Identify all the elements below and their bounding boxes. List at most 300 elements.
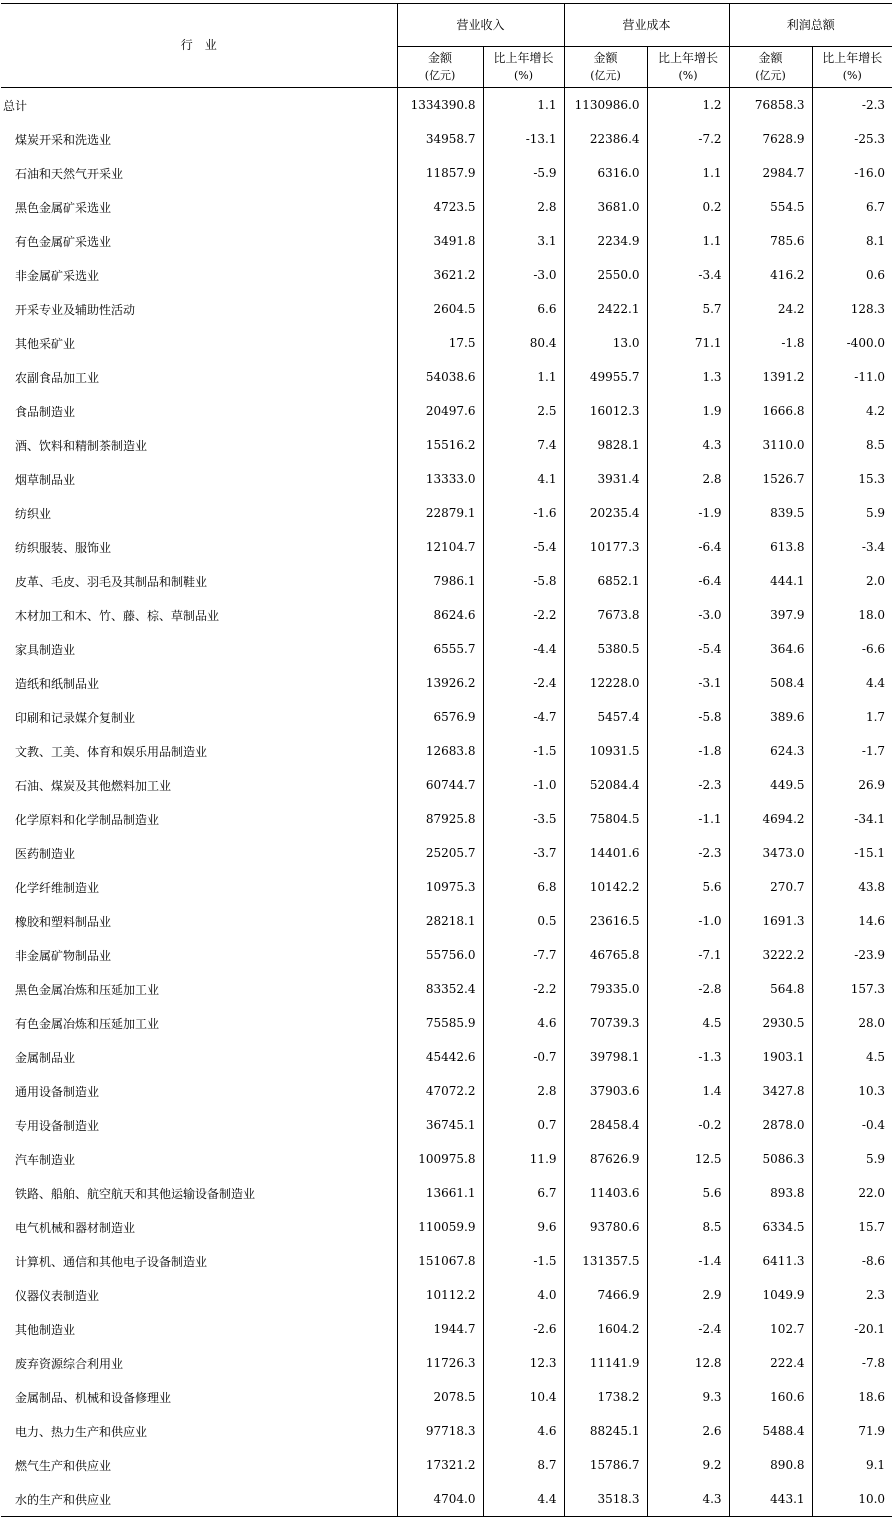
- profit-growth-cell: 4.2: [812, 394, 892, 428]
- profit-amount-cell: 3110.0: [729, 428, 812, 462]
- profit-amount-cell: 554.5: [729, 190, 812, 224]
- profit-growth-cell: -8.6: [812, 1244, 892, 1278]
- table-row: [1, 802, 892, 836]
- industry-cell: 食品制造业: [15, 404, 76, 419]
- industry-cell: 皮革、毛皮、羽毛及其制品和制鞋业: [15, 574, 208, 589]
- cost-growth-cell: 1.2: [647, 88, 729, 123]
- revenue-amount-cell: 10975.3: [397, 870, 483, 904]
- cost-growth-cell: -3.1: [647, 666, 729, 700]
- cost-amount-cell: 7673.8: [564, 598, 647, 632]
- revenue-growth-cell: 0.5: [483, 904, 564, 938]
- cost-amount-cell: 7466.9: [564, 1278, 647, 1312]
- table-row: [1, 496, 892, 530]
- table-row: [1, 1448, 892, 1482]
- profit-amount-cell: 76858.3: [729, 88, 812, 123]
- revenue-growth-cell: -1.6: [483, 496, 564, 530]
- revenue-growth-cell: 0.7: [483, 1108, 564, 1142]
- industry-cell: 燃气生产和供应业: [15, 1458, 112, 1473]
- industry-cell: 非金属矿物制品业: [15, 948, 112, 963]
- revenue-growth-cell: -5.8: [483, 564, 564, 598]
- industry-cell: 其他采矿业: [15, 336, 76, 351]
- cost-growth-cell: -1.3: [647, 1040, 729, 1074]
- revenue-growth-cell: 8.7: [483, 1448, 564, 1482]
- profit-growth-cell: 128.3: [812, 292, 892, 326]
- cost-growth-cell: 5.7: [647, 292, 729, 326]
- revenue-amount-cell: 2604.5: [397, 292, 483, 326]
- cost-growth-cell: -2.4: [647, 1312, 729, 1346]
- table-row: [1, 1414, 892, 1448]
- revenue-amount-cell: 2078.5: [397, 1380, 483, 1414]
- cost-growth-cell: -1.9: [647, 496, 729, 530]
- profit-amount-cell: 389.6: [729, 700, 812, 734]
- table-row: [1, 632, 892, 666]
- profit-growth-cell: 18.6: [812, 1380, 892, 1414]
- revenue-amount-cell: 7986.1: [397, 564, 483, 598]
- cost-amount-cell: 3931.4: [564, 462, 647, 496]
- cost-growth-cell: -5.4: [647, 632, 729, 666]
- industry-cell: 开采专业及辅助性活动: [15, 302, 136, 317]
- revenue-group-header: 营业收入: [397, 4, 564, 47]
- profit-growth-cell: 26.9: [812, 768, 892, 802]
- revenue-amount-cell: 45442.6: [397, 1040, 483, 1074]
- amount-label: 金额: [427, 51, 452, 65]
- revenue-growth-cell: 6.7: [483, 1176, 564, 1210]
- profit-growth-cell: 2.3: [812, 1278, 892, 1312]
- cost-growth-cell: 12.5: [647, 1142, 729, 1176]
- revenue-growth-cell: 11.9: [483, 1142, 564, 1176]
- table-row: [1, 1006, 892, 1040]
- profit-amount-cell: 6334.5: [729, 1210, 812, 1244]
- growth-label: 比上年增长: [493, 51, 554, 65]
- cost-growth-cell: 8.5: [647, 1210, 729, 1244]
- cost-amount-cell: 13.0: [564, 326, 647, 360]
- revenue-amount-cell: 28218.1: [397, 904, 483, 938]
- table-row: [1, 1040, 892, 1074]
- revenue-amount-cell: 10112.2: [397, 1278, 483, 1312]
- profit-amount-cell: 893.8: [729, 1176, 812, 1210]
- revenue-growth-cell: 4.6: [483, 1414, 564, 1448]
- profit-growth-cell: 43.8: [812, 870, 892, 904]
- profit-amount-cell: 364.6: [729, 632, 812, 666]
- cost-growth-header: [647, 47, 729, 88]
- profit-growth-cell: 14.6: [812, 904, 892, 938]
- industry-cell: 其他制造业: [15, 1322, 76, 1337]
- table-row: [1, 700, 892, 734]
- table-row: [1, 190, 892, 224]
- cost-growth-cell: -5.8: [647, 700, 729, 734]
- growth-unit: (%): [513, 69, 534, 82]
- profit-amount-cell: 3222.2: [729, 938, 812, 972]
- revenue-growth-cell: -4.4: [483, 632, 564, 666]
- cost-amount-cell: 9828.1: [564, 428, 647, 462]
- revenue-growth-cell: 80.4: [483, 326, 564, 360]
- profit-growth-header: [812, 47, 892, 88]
- cost-growth-cell: -1.0: [647, 904, 729, 938]
- industry-cell: 金属制品、机械和设备修理业: [15, 1390, 172, 1405]
- industry-cell: 黑色金属冶炼和压延加工业: [15, 982, 160, 997]
- profit-amount-cell: 4694.2: [729, 802, 812, 836]
- industry-cell: 文教、工美、体育和娱乐用品制造业: [15, 744, 208, 759]
- industry-cell: 仪器仪表制造业: [15, 1288, 100, 1303]
- cost-growth-cell: 4.3: [647, 428, 729, 462]
- cost-amount-cell: 49955.7: [564, 360, 647, 394]
- cost-amount-cell: 20235.4: [564, 496, 647, 530]
- revenue-amount-cell: 13333.0: [397, 462, 483, 496]
- profit-growth-cell: -15.1: [812, 836, 892, 870]
- revenue-amount-cell: 97718.3: [397, 1414, 483, 1448]
- profit-growth-cell: 15.3: [812, 462, 892, 496]
- profit-amount-cell: 1391.2: [729, 360, 812, 394]
- cost-amount-cell: 79335.0: [564, 972, 647, 1006]
- amount-unit: (亿元): [590, 69, 621, 82]
- cost-growth-cell: -1.8: [647, 734, 729, 768]
- revenue-amount-cell: 151067.8: [397, 1244, 483, 1278]
- profit-amount-cell: 270.7: [729, 870, 812, 904]
- profit-growth-cell: 10.0: [812, 1482, 892, 1517]
- table-row: [1, 428, 892, 462]
- table-row: [1, 258, 892, 292]
- profit-amount-cell: 1691.3: [729, 904, 812, 938]
- revenue-growth-cell: 6.6: [483, 292, 564, 326]
- profit-growth-cell: 4.5: [812, 1040, 892, 1074]
- revenue-amount-cell: 47072.2: [397, 1074, 483, 1108]
- revenue-amount-header: [397, 47, 483, 88]
- cost-growth-cell: 2.6: [647, 1414, 729, 1448]
- table-row: [1, 1312, 892, 1346]
- profit-growth-cell: 8.5: [812, 428, 892, 462]
- cost-amount-cell: 12228.0: [564, 666, 647, 700]
- table-row: [1, 1108, 892, 1142]
- cost-growth-cell: -6.4: [647, 564, 729, 598]
- profit-growth-cell: -1.7: [812, 734, 892, 768]
- profit-amount-cell: 3473.0: [729, 836, 812, 870]
- cost-amount-cell: 1738.2: [564, 1380, 647, 1414]
- profit-growth-cell: 71.9: [812, 1414, 892, 1448]
- table-row: [1, 904, 892, 938]
- table-row: [1, 1380, 892, 1414]
- profit-amount-cell: 1903.1: [729, 1040, 812, 1074]
- revenue-growth-cell: 2.8: [483, 190, 564, 224]
- profit-growth-cell: 10.3: [812, 1074, 892, 1108]
- revenue-amount-cell: 55756.0: [397, 938, 483, 972]
- industry-cell: 印刷和记录媒介复制业: [15, 710, 136, 725]
- cost-amount-cell: 1130986.0: [564, 88, 647, 123]
- cost-amount-cell: 10177.3: [564, 530, 647, 564]
- cost-growth-cell: 1.3: [647, 360, 729, 394]
- amount-label: 金额: [593, 51, 618, 65]
- cost-amount-cell: 22386.4: [564, 122, 647, 156]
- revenue-growth-cell: -2.4: [483, 666, 564, 700]
- profit-amount-cell: 449.5: [729, 768, 812, 802]
- profit-growth-cell: 4.4: [812, 666, 892, 700]
- cost-growth-cell: 9.3: [647, 1380, 729, 1414]
- industry-cell: 铁路、船舶、航空航天和其他运输设备制造业: [15, 1186, 256, 1201]
- cost-growth-cell: 2.8: [647, 462, 729, 496]
- revenue-growth-cell: 1.1: [483, 88, 564, 123]
- revenue-amount-cell: 60744.7: [397, 768, 483, 802]
- revenue-amount-cell: 11726.3: [397, 1346, 483, 1380]
- profit-growth-cell: 5.9: [812, 496, 892, 530]
- profit-growth-cell: 28.0: [812, 1006, 892, 1040]
- profit-growth-cell: 157.3: [812, 972, 892, 1006]
- cost-amount-cell: 37903.6: [564, 1074, 647, 1108]
- table-row: [1, 768, 892, 802]
- industry-financials-table: [1, 3, 892, 1517]
- revenue-growth-cell: -1.5: [483, 734, 564, 768]
- industry-cell: 有色金属矿采选业: [15, 234, 112, 249]
- table-row: [1, 1278, 892, 1312]
- industry-cell: 电气机械和器材制造业: [15, 1220, 136, 1235]
- cost-growth-cell: -3.0: [647, 598, 729, 632]
- cost-amount-cell: 6852.1: [564, 564, 647, 598]
- profit-amount-cell: 2930.5: [729, 1006, 812, 1040]
- table-row: [1, 360, 892, 394]
- revenue-amount-cell: 34958.7: [397, 122, 483, 156]
- profit-growth-cell: -34.1: [812, 802, 892, 836]
- profit-amount-cell: 3427.8: [729, 1074, 812, 1108]
- cost-growth-cell: 5.6: [647, 1176, 729, 1210]
- industry-cell: 家具制造业: [15, 642, 76, 657]
- cost-growth-cell: -0.2: [647, 1108, 729, 1142]
- cost-amount-cell: 75804.5: [564, 802, 647, 836]
- table-row: [1, 1210, 892, 1244]
- table-row: [1, 1074, 892, 1108]
- cost-amount-cell: 16012.3: [564, 394, 647, 428]
- profit-growth-cell: 2.0: [812, 564, 892, 598]
- revenue-amount-cell: 4704.0: [397, 1482, 483, 1517]
- revenue-growth-cell: 1.1: [483, 360, 564, 394]
- revenue-growth-cell: -3.7: [483, 836, 564, 870]
- revenue-growth-cell: -7.7: [483, 938, 564, 972]
- revenue-amount-cell: 75585.9: [397, 1006, 483, 1040]
- cost-growth-cell: 9.2: [647, 1448, 729, 1482]
- cost-amount-cell: 88245.1: [564, 1414, 647, 1448]
- table-header: [1, 4, 892, 88]
- growth-label: 比上年增长: [658, 51, 719, 65]
- revenue-amount-cell: 25205.7: [397, 836, 483, 870]
- industry-cell: 医药制造业: [15, 846, 76, 861]
- revenue-amount-cell: 100975.8: [397, 1142, 483, 1176]
- revenue-growth-cell: -3.0: [483, 258, 564, 292]
- cost-amount-cell: 3518.3: [564, 1482, 647, 1517]
- revenue-growth-cell: 10.4: [483, 1380, 564, 1414]
- industry-column-header: 行 业: [1, 4, 397, 88]
- revenue-growth-cell: -5.4: [483, 530, 564, 564]
- profit-amount-cell: 564.8: [729, 972, 812, 1006]
- industry-cell: 农副食品加工业: [15, 370, 100, 385]
- cost-amount-cell: 70739.3: [564, 1006, 647, 1040]
- revenue-growth-cell: 12.3: [483, 1346, 564, 1380]
- revenue-growth-cell: 4.1: [483, 462, 564, 496]
- profit-amount-cell: 24.2: [729, 292, 812, 326]
- industry-cell: 纺织服装、服饰业: [15, 540, 112, 555]
- cost-amount-cell: 87626.9: [564, 1142, 647, 1176]
- total-row: [1, 88, 892, 123]
- revenue-growth-cell: -13.1: [483, 122, 564, 156]
- cost-amount-cell: 6316.0: [564, 156, 647, 190]
- industry-cell: 计算机、通信和其他电子设备制造业: [15, 1254, 208, 1269]
- profit-growth-cell: -23.9: [812, 938, 892, 972]
- table-row: [1, 598, 892, 632]
- cost-growth-cell: 1.1: [647, 224, 729, 258]
- profit-amount-cell: 785.6: [729, 224, 812, 258]
- profit-amount-cell: 5086.3: [729, 1142, 812, 1176]
- revenue-amount-cell: 17321.2: [397, 1448, 483, 1482]
- revenue-amount-cell: 83352.4: [397, 972, 483, 1006]
- profit-growth-cell: -7.8: [812, 1346, 892, 1380]
- table-row: [1, 462, 892, 496]
- industry-cell: 化学纤维制造业: [15, 880, 100, 895]
- revenue-amount-cell: 17.5: [397, 326, 483, 360]
- profit-growth-cell: 0.6: [812, 258, 892, 292]
- profit-growth-cell: 15.7: [812, 1210, 892, 1244]
- cost-growth-cell: 4.3: [647, 1482, 729, 1517]
- cost-growth-cell: -1.1: [647, 802, 729, 836]
- cost-amount-cell: 15786.7: [564, 1448, 647, 1482]
- amount-label: 金额: [758, 51, 783, 65]
- industry-cell: 通用设备制造业: [15, 1084, 100, 1099]
- revenue-growth-cell: -1.5: [483, 1244, 564, 1278]
- revenue-growth-cell: -2.2: [483, 972, 564, 1006]
- revenue-amount-cell: 6555.7: [397, 632, 483, 666]
- profit-growth-cell: -16.0: [812, 156, 892, 190]
- profit-growth-cell: 22.0: [812, 1176, 892, 1210]
- table-row: [1, 1346, 892, 1380]
- industry-cell: 非金属矿采选业: [15, 268, 100, 283]
- industry-cell: 木材加工和木、竹、藤、棕、草制品业: [15, 608, 220, 623]
- table-row: [1, 870, 892, 904]
- profit-growth-cell: -0.4: [812, 1108, 892, 1142]
- growth-unit: (%): [678, 69, 698, 82]
- profit-amount-cell: 416.2: [729, 258, 812, 292]
- cost-amount-cell: 11141.9: [564, 1346, 647, 1380]
- revenue-growth-cell: -4.7: [483, 700, 564, 734]
- cost-amount-cell: 10931.5: [564, 734, 647, 768]
- cost-amount-cell: 3681.0: [564, 190, 647, 224]
- profit-amount-cell: 222.4: [729, 1346, 812, 1380]
- cost-growth-cell: 4.5: [647, 1006, 729, 1040]
- industry-cell: 烟草制品业: [15, 472, 76, 487]
- industry-cell: 废弃资源综合利用业: [15, 1356, 124, 1371]
- industry-cell: 黑色金属矿采选业: [15, 200, 112, 215]
- revenue-growth-cell: 7.4: [483, 428, 564, 462]
- cost-group-header: 营业成本: [564, 4, 729, 47]
- cost-growth-cell: 71.1: [647, 326, 729, 360]
- revenue-growth-header: [483, 47, 564, 88]
- amount-unit: (亿元): [755, 69, 786, 82]
- profit-amount-cell: 5488.4: [729, 1414, 812, 1448]
- table-row: [1, 564, 892, 598]
- revenue-amount-cell: 1334390.8: [397, 88, 483, 123]
- growth-label: 比上年增长: [822, 51, 883, 65]
- revenue-amount-cell: 15516.2: [397, 428, 483, 462]
- revenue-growth-cell: -2.2: [483, 598, 564, 632]
- cost-growth-cell: 1.4: [647, 1074, 729, 1108]
- revenue-growth-cell: 6.8: [483, 870, 564, 904]
- table-row: [1, 836, 892, 870]
- revenue-amount-cell: 20497.6: [397, 394, 483, 428]
- cost-amount-cell: 131357.5: [564, 1244, 647, 1278]
- table-body: [1, 88, 892, 1517]
- cost-amount-cell: 46765.8: [564, 938, 647, 972]
- cost-growth-cell: 2.9: [647, 1278, 729, 1312]
- cost-growth-cell: 1.9: [647, 394, 729, 428]
- industry-cell: 金属制品业: [15, 1050, 76, 1065]
- profit-amount-cell: 443.1: [729, 1482, 812, 1517]
- cost-amount-cell: 14401.6: [564, 836, 647, 870]
- revenue-amount-cell: 13661.1: [397, 1176, 483, 1210]
- cost-amount-cell: 5457.4: [564, 700, 647, 734]
- cost-amount-cell: 1604.2: [564, 1312, 647, 1346]
- cost-growth-cell: -2.3: [647, 768, 729, 802]
- revenue-amount-cell: 12683.8: [397, 734, 483, 768]
- profit-amount-cell: 6411.3: [729, 1244, 812, 1278]
- revenue-growth-cell: 4.4: [483, 1482, 564, 1517]
- table-row: [1, 122, 892, 156]
- table-row: [1, 972, 892, 1006]
- revenue-amount-cell: 22879.1: [397, 496, 483, 530]
- profit-growth-cell: -2.3: [812, 88, 892, 123]
- revenue-amount-cell: 110059.9: [397, 1210, 483, 1244]
- cost-growth-cell: -7.2: [647, 122, 729, 156]
- revenue-amount-cell: 36745.1: [397, 1108, 483, 1142]
- cost-amount-cell: 39798.1: [564, 1040, 647, 1074]
- industry-cell: 煤炭开采和洗选业: [15, 132, 112, 147]
- revenue-growth-cell: 2.8: [483, 1074, 564, 1108]
- table-row: [1, 530, 892, 564]
- profit-growth-cell: -25.3: [812, 122, 892, 156]
- revenue-amount-cell: 3621.2: [397, 258, 483, 292]
- cost-amount-cell: 93780.6: [564, 1210, 647, 1244]
- revenue-amount-cell: 4723.5: [397, 190, 483, 224]
- industry-cell: 石油、煤炭及其他燃料加工业: [15, 778, 172, 793]
- table-row: [1, 394, 892, 428]
- revenue-growth-cell: -3.5: [483, 802, 564, 836]
- profit-growth-cell: 1.7: [812, 700, 892, 734]
- revenue-amount-cell: 1944.7: [397, 1312, 483, 1346]
- profit-growth-cell: 5.9: [812, 1142, 892, 1176]
- profit-amount-cell: 102.7: [729, 1312, 812, 1346]
- revenue-growth-cell: 4.0: [483, 1278, 564, 1312]
- revenue-amount-cell: 6576.9: [397, 700, 483, 734]
- profit-growth-cell: 8.1: [812, 224, 892, 258]
- revenue-amount-cell: 3491.8: [397, 224, 483, 258]
- cost-amount-cell: 28458.4: [564, 1108, 647, 1142]
- profit-amount-cell: 890.8: [729, 1448, 812, 1482]
- cost-growth-cell: -2.8: [647, 972, 729, 1006]
- profit-amount-cell: 2984.7: [729, 156, 812, 190]
- cost-amount-cell: 2234.9: [564, 224, 647, 258]
- cost-amount-cell: 11403.6: [564, 1176, 647, 1210]
- table-row: [1, 1244, 892, 1278]
- table-row: [1, 938, 892, 972]
- profit-growth-cell: 9.1: [812, 1448, 892, 1482]
- revenue-growth-cell: -2.6: [483, 1312, 564, 1346]
- revenue-growth-cell: -1.0: [483, 768, 564, 802]
- amount-unit: (亿元): [424, 69, 456, 82]
- cost-growth-cell: 1.1: [647, 156, 729, 190]
- profit-amount-cell: 508.4: [729, 666, 812, 700]
- table-row: [1, 292, 892, 326]
- profit-amount-cell: 839.5: [729, 496, 812, 530]
- cost-amount-cell: 23616.5: [564, 904, 647, 938]
- industry-cell: 橡胶和塑料制品业: [15, 914, 112, 929]
- revenue-amount-cell: 87925.8: [397, 802, 483, 836]
- profit-growth-cell: -20.1: [812, 1312, 892, 1346]
- cost-amount-cell: 52084.4: [564, 768, 647, 802]
- profit-amount-cell: 7628.9: [729, 122, 812, 156]
- profit-amount-cell: 160.6: [729, 1380, 812, 1414]
